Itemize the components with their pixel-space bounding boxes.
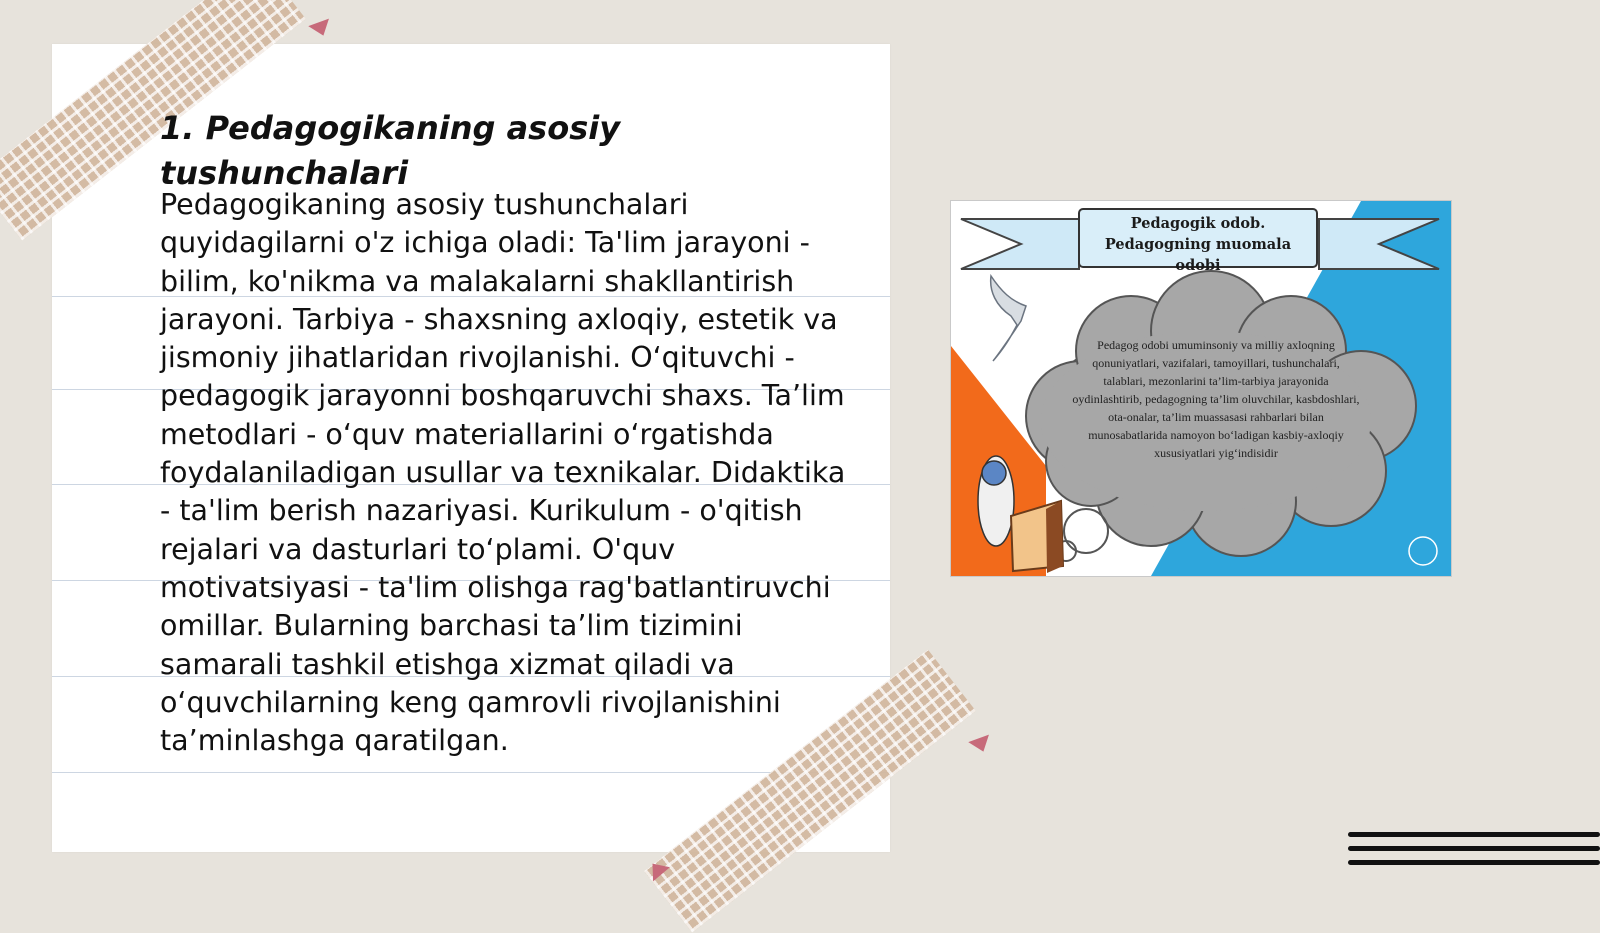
slide-image-title-line1: Pedagogik odob.: [1130, 215, 1266, 232]
slide-image-title: [1081, 213, 1315, 274]
decorative-line: [1348, 832, 1600, 837]
tape-pin: [308, 19, 333, 40]
paper-rule: [52, 772, 890, 773]
decorative-line: [1348, 860, 1600, 865]
tape-pin: [968, 735, 993, 756]
slide-body-text: Pedagogikaning asosiy tushunchalari quyidagilarni o'z ichiga oladi: Ta'lim jarayoni - bilim, ko'nikma va malakalarni shakllantirish jarayoni. Tarbiya - shaxsning axloqiy, estetik va jismoniy jihatlaridan rivojlanishi. O‘qituvchi - pedagogik jarayonni boshqaruvchi shaxs. Ta’lim metodlari - o‘quv materiallarini o‘rgatishda foydalaniladigan usullar va texnikalar. Didaktika - ta'lim berish nazariyasi. Kurikulum - o'qitish rejalari va dasturlari to‘plami. O'quv motivatsiyasi - ta'lim olishga rag'batlantiruvchi omillar. Bularning barchasi ta’lim tizimini samarali tashkil etishga xizmat qiladi va o‘quvchilarning keng qamrovli rivojlanishini ta’minlashga qaratilgan.: [160, 188, 846, 758]
cloud-text: Pedagog odobi umuminsoniy va milliy axloqning qonuniyatlari, vazifalari, tamoyillari, tushunchalari, talablari, mezonlarini ta’lim-tarbiya jarayonida oydinlashtirib, pedagogning ta’lim oluvchilar, kasbdoshlari, ota-onalar, ta’lim muassasasi rahbarlari bilan munosabatlarida namoyon bo‘ladigan kasbiy-axloqiy xususiyatlari yig‘indisidir: [1072, 338, 1360, 460]
slide-image-title-line2: Pedagogning muomala odobi: [1104, 236, 1292, 274]
embedded-slide-image: [950, 200, 1452, 577]
decorative-lines: [1348, 832, 1600, 874]
slide-heading: 1. Pedagogikaning asosiy tushunchalari: [160, 109, 621, 192]
decorative-line: [1348, 846, 1600, 851]
